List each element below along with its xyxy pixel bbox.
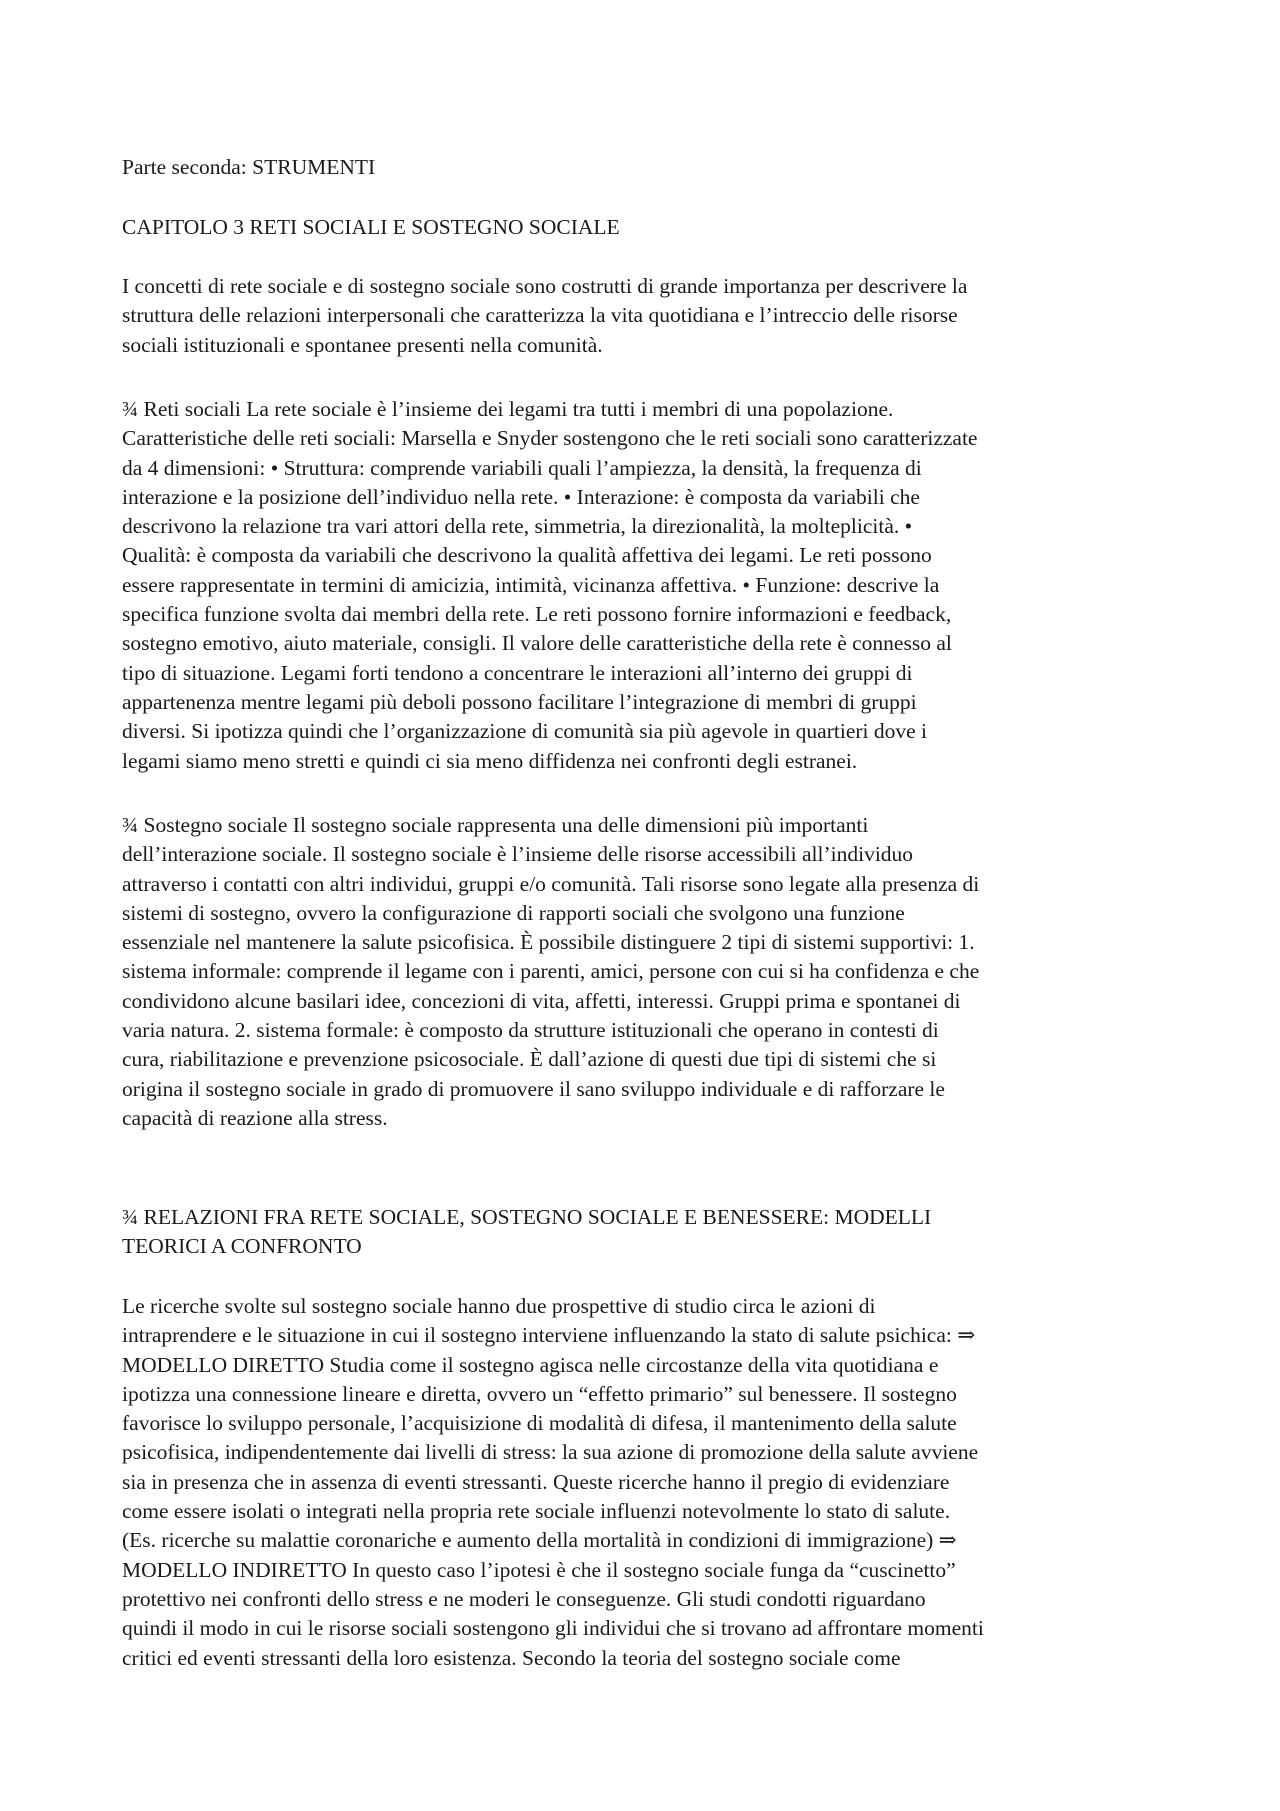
text-line: da 4 dimensioni: • Struttura: comprende variabili quali l’ampiezza, la densità, la frequenza di — [122, 455, 922, 480]
text-line: ¾ Sostegno sociale Il sostegno sociale rappresenta una delle dimensioni più importanti — [122, 813, 869, 837]
text-line: origina il sostegno sociale in grado di promuovere il sano sviluppo individuale e di rafforzare le — [122, 1076, 945, 1101]
text-line: intraprendere e le situazione in cui il sostegno interviene influenzando la stato di salute psichica: ⇒ — [122, 1323, 976, 1348]
text-line: psicofisica, indipendentemente dai livelli di stress: la sua azione di promozione della salute avviene — [122, 1440, 979, 1465]
text-line: cura, riabilitazione e prevenzione psicosociale. È dall’azione di questi due tipi di sistemi che si — [122, 1047, 937, 1072]
text-line: MODELLO INDIRETTO In questo caso l’ipotesi è che il sostegno sociale funga da “cuscinetto” — [122, 1557, 956, 1582]
text-line: ipotizza una connessione lineare e diretta, ovvero un “effetto primario” sul benessere. Il sostegno — [122, 1381, 957, 1406]
text-line: I concetti di rete sociale e di sostegno sociale sono costrutti di grande importanza per descrivere la — [122, 274, 968, 298]
part-heading — [122, 153, 1172, 182]
part-heading-text: Parte seconda: STRUMENTI — [122, 155, 376, 179]
text-line: come essere isolati o integrati nella propria rete sociale influenzi notevolmente lo stato di salute. — [122, 1499, 951, 1524]
text-line: quindi il modo in cui le risorse sociali sostengono gli individui che si trovano ad affrontare momenti — [122, 1616, 984, 1641]
text-line: essenziale nel mantenere la salute psicofisica. È possibile distinguere 2 tipi di sistemi supportivi: 1. — [122, 930, 975, 955]
text-line: critici ed eventi stressanti della loro esistenza. Secondo la teoria del sostegno sociale come — [122, 1645, 901, 1670]
text-line: dell’interazione sociale. Il sostegno sociale è l’insieme delle risorse accessibili all’individuo — [122, 842, 914, 867]
section-heading-relazioni — [122, 1203, 1172, 1262]
text-line: sostegno emotivo, aiuto materiale, consigli. Il valore delle caratteristiche della rete è connesso al — [122, 631, 952, 656]
text-line: Qualità: è composta da variabili che descrivono la qualità affettiva dei legami. Le reti possono — [122, 543, 932, 568]
text-line: (Es. ricerche su malattie coronariche e aumento della mortalità in condizioni di immigrazione) ⇒ — [122, 1528, 957, 1553]
text-line: struttura delle relazioni interpersonali che caratterizza la vita quotidiana e l’intreccio delle risorse — [122, 303, 958, 328]
text-line: MODELLO DIRETTO Studia come il sostegno agisca nelle circostanze della vita quotidiana e — [122, 1352, 939, 1377]
chapter-heading — [122, 213, 1172, 242]
text-line: capacità di reazione alla stress. — [122, 1105, 388, 1130]
text-line: ¾ RELAZIONI FRA RETE SOCIALE, SOSTEGNO SOCIALE E BENESSERE: MODELLI — [122, 1205, 932, 1229]
text-line: sia in presenza che in assenza di eventi stressanti. Queste ricerche hanno il pregio di evidenziare — [122, 1469, 950, 1494]
text-line: essere rappresentate in termini di amicizia, intimità, vicinanza affettiva. • Funzione: descrive la — [122, 572, 940, 597]
text-line: diversi. Si ipotizza quindi che l’organizzazione di comunità sia più agevole in quartieri dove i — [122, 719, 928, 744]
text-line: ¾ Reti sociali La rete sociale è l’insieme dei legami tra tutti i membri di una popolazione. — [122, 397, 894, 421]
text-line: favorisce lo sviluppo personale, l’acquisizione di modalità di difesa, il mantenimento della salute — [122, 1411, 957, 1436]
text-line: sistema informale: comprende il legame con i parenti, amici, persone con cui si ha confidenza e che — [122, 959, 980, 984]
text-line: interazione e la posizione dell’individuo nella rete. • Interazione: è composta da variabili che — [122, 484, 920, 509]
paragraph-reti-sociali — [122, 395, 1172, 776]
text-line: protettivo nei confronti dello stress e ne moderi le conseguenze. Gli studi condotti riguardano — [122, 1586, 926, 1611]
text-line: tipo di situazione. Legami forti tendono a concentrare le interazioni all’interno dei gruppi di — [122, 660, 913, 685]
text-line: varia natura. 2. sistema formale: è composto da strutture istituzionali che operano in contesti di — [122, 1018, 939, 1043]
text-line: appartenenza mentre legami più deboli possono facilitare l’integrazione di membri di gruppi — [122, 689, 917, 714]
text-line: legami siamo meno stretti e quindi ci sia meno diffidenza nei confronti degli estranei. — [122, 748, 858, 773]
text-line: condividono alcune basilari idee, concezioni di vita, affetti, interessi. Gruppi prima e spontanei di — [122, 988, 961, 1013]
text-line: sistemi di sostegno, ovvero la configurazione di rapporti sociali che svolgono una funzione — [122, 900, 905, 925]
paragraph-modelli — [122, 1292, 1172, 1673]
text-line: TEORICI A CONFRONTO — [122, 1234, 362, 1259]
text-line: specifica funzione svolta dai membri della rete. Le reti possono fornire informazioni e feedback, — [122, 602, 952, 627]
paragraph-sostegno-sociale — [122, 811, 1172, 1133]
text-line: descrivono la relazione tra vari attori della rete, simmetria, la direzionalità, la molteplicità. • — [122, 514, 913, 539]
paragraph-intro — [122, 272, 1172, 360]
text-line: attraverso i contatti con altri individui, gruppi e/o comunità. Tali risorse sono legate alla presenza di — [122, 871, 980, 896]
text-line: Le ricerche svolte sul sostegno sociale hanno due prospettive di studio circa le azioni di — [122, 1294, 876, 1318]
text-line: Caratteristiche delle reti sociali: Marsella e Snyder sostengono che le reti sociali sono caratterizzate — [122, 426, 978, 451]
text-line: sociali istituzionali e spontanee presenti nella comunità. — [122, 332, 603, 357]
chapter-heading-text: CAPITOLO 3 RETI SOCIALI E SOSTEGNO SOCIALE — [122, 215, 620, 239]
